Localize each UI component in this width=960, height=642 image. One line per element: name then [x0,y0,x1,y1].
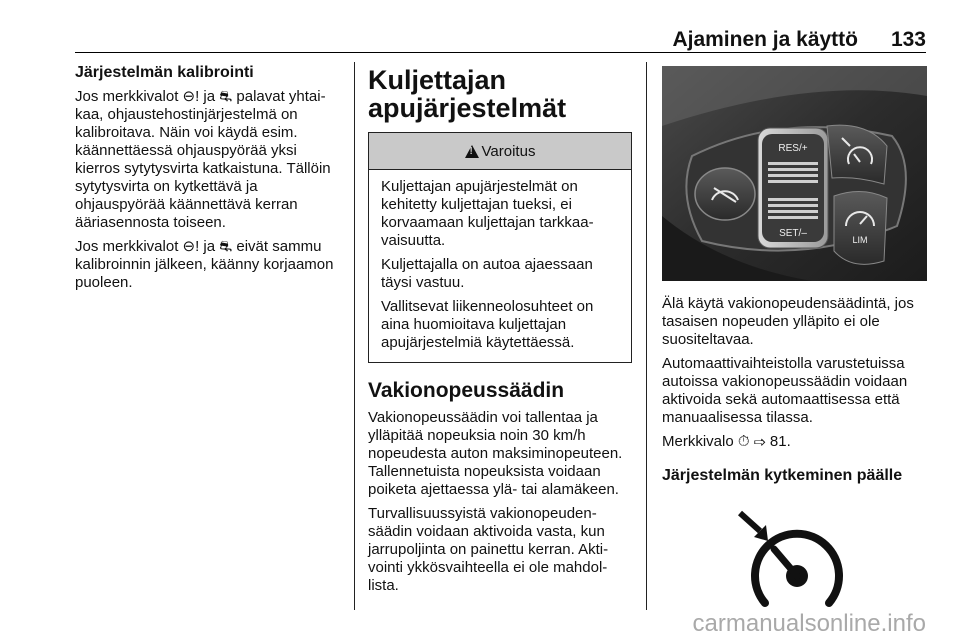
page-number: 133 [890,28,926,51]
steering-wheel-controls-photo [662,66,927,281]
cruise-paragraph-1: Vakionopeussäädin voi tallentaa ja ylläpitää nopeuksia noin 30 km/h nopeudesta auton maksiminopeuteen. Tallennetuista nopeuksista voidaan poiketa ajettaessa ylä- tai alamäkeen. [368,409,623,498]
warning-paragraph-3: Vallitsevat liikenneolosuhteet on aina huomioitava kuljettajan apujärjestelmiä käytettäessä. [381,298,594,351]
header-rule [75,52,926,53]
column-divider-2 [646,62,647,610]
calibration-heading: Järjestelmän kalibrointi [75,64,254,81]
warning-paragraph-1: Kuljettajan apujärjestelmät on kehitetty kuljettajan tueksi, ei korvaamaan kuljettajan tarkkaavaisuutta. [381,178,594,249]
calibration-paragraph-1: Jos merkkivalot ⊖! ja ⛐ palavat yhtaikaa, ohjaustehostinjärjestelmä on kalibroitava. Näin voi käydä esim. käännettäessä ohjauspyörää yksi kierros sytytysvirta katkaistuna. Tällöin sytytysvirta on kytkettävä ja ohjauspyörää käännettävä kerran ääriasennosta toiseen. [75,88,331,231]
page-header [75,24,926,52]
column-calibration [75,62,343,298]
warning-title: Varoitus [481,142,536,160]
warning-triangle-icon [465,145,479,158]
warning-header [369,133,631,170]
column-divider-1 [354,62,355,610]
warning-paragraph-2: Kuljettajalla on autoa ajaessaan täysi vastuu. [381,256,593,291]
column-cruise-control [662,62,928,621]
cruise-note-2: Automaattivaihteistolla varustetuissa autoissa vakionopeussäädin voidaan aktivoida sekä automaattisessa että manuaalisessa tilassa. [662,355,908,426]
chapter-title-line-1: Kuljettajan [368,65,507,95]
set-label: SET/– [779,228,807,239]
warning-box [368,132,632,363]
chapter-title [368,66,632,122]
cruise-indicator-ref: Merkkivalo ⏱ ⇨ 81. [662,433,791,450]
warning-body [369,170,631,362]
res-label: RES/+ [778,143,808,154]
chapter-title-line-2: apujärjestelmät [368,93,567,123]
calibration-paragraph-2: Jos merkkivalot ⊖! ja ⛐ eivät sammu kalibroinnin jälkeen, käänny korjaamon puoleen. [75,238,334,291]
cruise-control-title: Vakionopeussäädin [368,379,565,402]
column-driver-assist [368,62,632,601]
activate-system-heading: Järjestelmän kytkeminen päälle [662,467,903,484]
header-title: Ajaminen ja käyttö [672,28,858,51]
cruise-paragraph-2: Turvallisuussyistä vakionopeudensäädin voidaan aktivoida vasta, kun jarrupoljinta on painettu kerran. Aktivointi ykkösvaihteella ei ole mahdollista. [368,505,609,594]
lim-label: LIM [852,235,868,245]
watermark: carmanualsonline.info [692,610,926,637]
cruise-note-1: Älä käytä vakionopeudensäädintä, jos tasaisen nopeuden ylläpito ei ole suositeltavaa. [662,295,914,348]
cruise-control-switch-icon [662,491,927,621]
